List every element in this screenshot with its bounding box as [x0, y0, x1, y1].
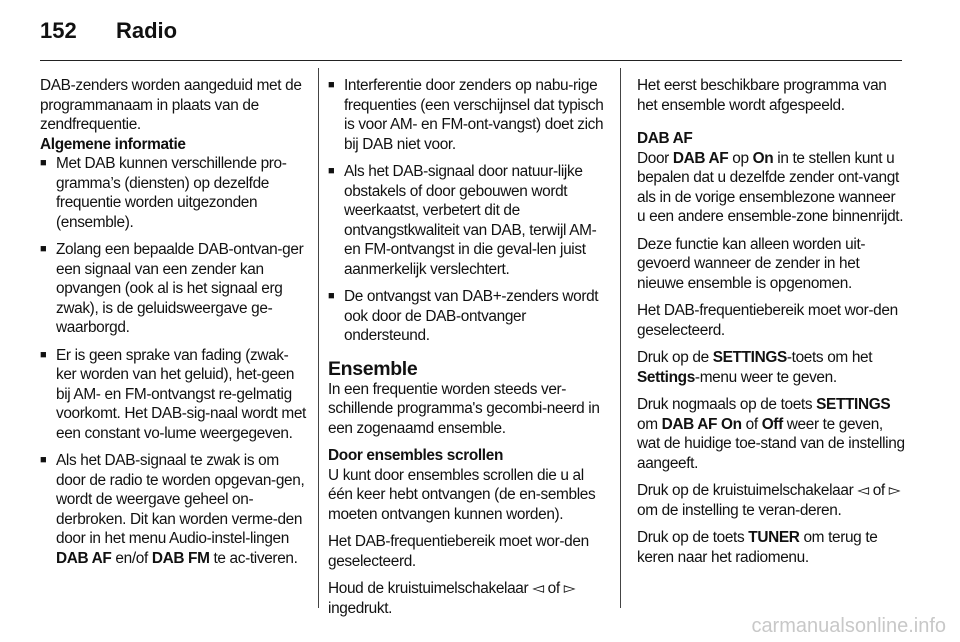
list-item [328, 287, 604, 346]
column-2 [328, 76, 604, 626]
list-item [40, 154, 308, 232]
bullet-icon: ■ [328, 79, 335, 91]
settings-again-paragraph: Druk nogmaals op de toets SETTINGS om DAB AF On of Off weer te geven, wat de huidige toe-stand van de instelling aangeeft. [637, 396, 905, 472]
scroll-ensembles-heading: Door ensembles scrollen [328, 447, 503, 464]
list-item-text: Met DAB kunnen verschillende pro-gramma’s (diensten) op dezelfde frequentie worden uitgezonden (ensemble). [56, 155, 287, 231]
arrow-right-icon: ▻ [888, 482, 901, 499]
bullet-icon: ■ [328, 165, 335, 177]
list-item [40, 451, 308, 568]
general-info-heading: Algemene informatie [40, 135, 186, 153]
function-paragraph: Deze functie kan alleen worden uit-gevoerd wanneer de zender in het nieuwe ensemble is opgenomen. [637, 235, 866, 292]
list-item [328, 76, 604, 154]
list-item-text: Als het DAB-signaal te zwak is om door de radio te worden opgevan-gen, wordt de weergave geheel on-derbroken. Dit kan worden verme-den door in het menu Audio-instel-lingen DAB AF en/of DAB FM te ac-tiveren. [56, 452, 305, 567]
ensemble-heading: Ensemble [328, 357, 418, 380]
column-divider-2 [620, 68, 621, 608]
switch-paragraph: Druk op de kruistuimelschakelaar ◅ of ▻ om de instelling te veran-deren. [637, 482, 901, 519]
list-item [328, 162, 604, 279]
ensemble-intro: In een frequentie worden steeds ver-schillende programma's gecombi-neerd in een zogenaamd ensemble. [328, 380, 600, 437]
list-item-text: De ontvangst van DAB+-zenders wordt ook door de DAB-ontvanger ondersteund. [344, 288, 599, 344]
arrow-left-icon: ◅ [857, 482, 869, 499]
list-item-text: Als het DAB-signaal door natuur-lijke obstakels of door gebouwen wordt weerkaatst, verbetert dit de ontvangstkwaliteit van DAB, terwijl AM- en FM-ontvangst in die geval-len juist aanmerkelijk verslechtert. [344, 163, 597, 278]
arrow-left-icon: ◅ [532, 580, 544, 597]
list-item [40, 346, 308, 444]
bullet-icon: ■ [40, 243, 47, 255]
list-item-text: Interferentie door zenders op nabu-rige frequenties (een verschijnsel dat typisch is voor AM- en FM-ont-vangst) doet zich bij DAB niet voor. [344, 77, 604, 153]
hold-switch-paragraph: Houd de kruistuimelschakelaar ◅ of ▻ ingedrukt. [328, 580, 576, 617]
list-item-text: Er is geen sprake van fading (zwak-ker worden van het geluid), het-geen bij AM- en FM-ontvangst re-gelmatig voorkomt. Het DAB-sig-naal wordt met een constant vo-lume weergegeven. [56, 346, 306, 442]
column-3 [637, 76, 905, 575]
bullet-icon: ■ [40, 454, 47, 466]
frequency-paragraph: Het DAB-frequentiebereik moet wor-den geselecteerd. [637, 302, 898, 339]
first-programme-paragraph: Het eerst beschikbare programma van het ensemble wordt afgespeeld. [637, 77, 887, 114]
column-divider-1 [318, 68, 319, 608]
header-rule [40, 60, 902, 61]
settings-paragraph: Druk op de SETTINGS-toets om het Settings-menu weer te geven. [637, 349, 873, 386]
dab-af-term: DAB AF [56, 549, 112, 567]
list-item [40, 240, 308, 338]
dab-af-heading: DAB AF [637, 130, 693, 147]
list-item-text: Zolang een bepaalde DAB-ontvan-ger een signaal van een zender kan opvangen (ook al is het signaal erg zwak), is de geluidsweergave ge-waarborgd. [56, 241, 304, 336]
dab-af-paragraph: Door DAB AF op On in te stellen kunt u bepalen dat u dezelfde zender ont-vangt als in de vorige ensemblezone wanneer u een andere ensemble-zone binnenrijdt. [637, 149, 904, 225]
page-title: Radio [116, 18, 178, 43]
tuner-paragraph: Druk op de toets TUNER om terug te keren naar het radiomenu. [637, 529, 878, 566]
bullet-icon: ■ [40, 157, 47, 169]
bullet-icon: ■ [328, 290, 335, 302]
intro-paragraph: DAB-zenders worden aangeduid met de programmanaam in plaats van de zendfrequentie. [40, 77, 302, 133]
dab-fm-term: DAB FM [151, 549, 210, 567]
watermark: carmanualsonline.info [751, 615, 946, 637]
bullet-icon: ■ [40, 348, 47, 361]
column-1 [40, 76, 308, 576]
arrow-right-icon: ▻ [563, 580, 576, 597]
scroll-paragraph: U kunt door ensembles scrollen die u al één keer hebt ontvangen (de en-sembles moeten ontvangen kunnen worden). [328, 466, 596, 523]
page-number: 152 [40, 18, 77, 43]
frequency-paragraph: Het DAB-frequentiebereik moet wor-den geselecteerd. [328, 533, 589, 570]
